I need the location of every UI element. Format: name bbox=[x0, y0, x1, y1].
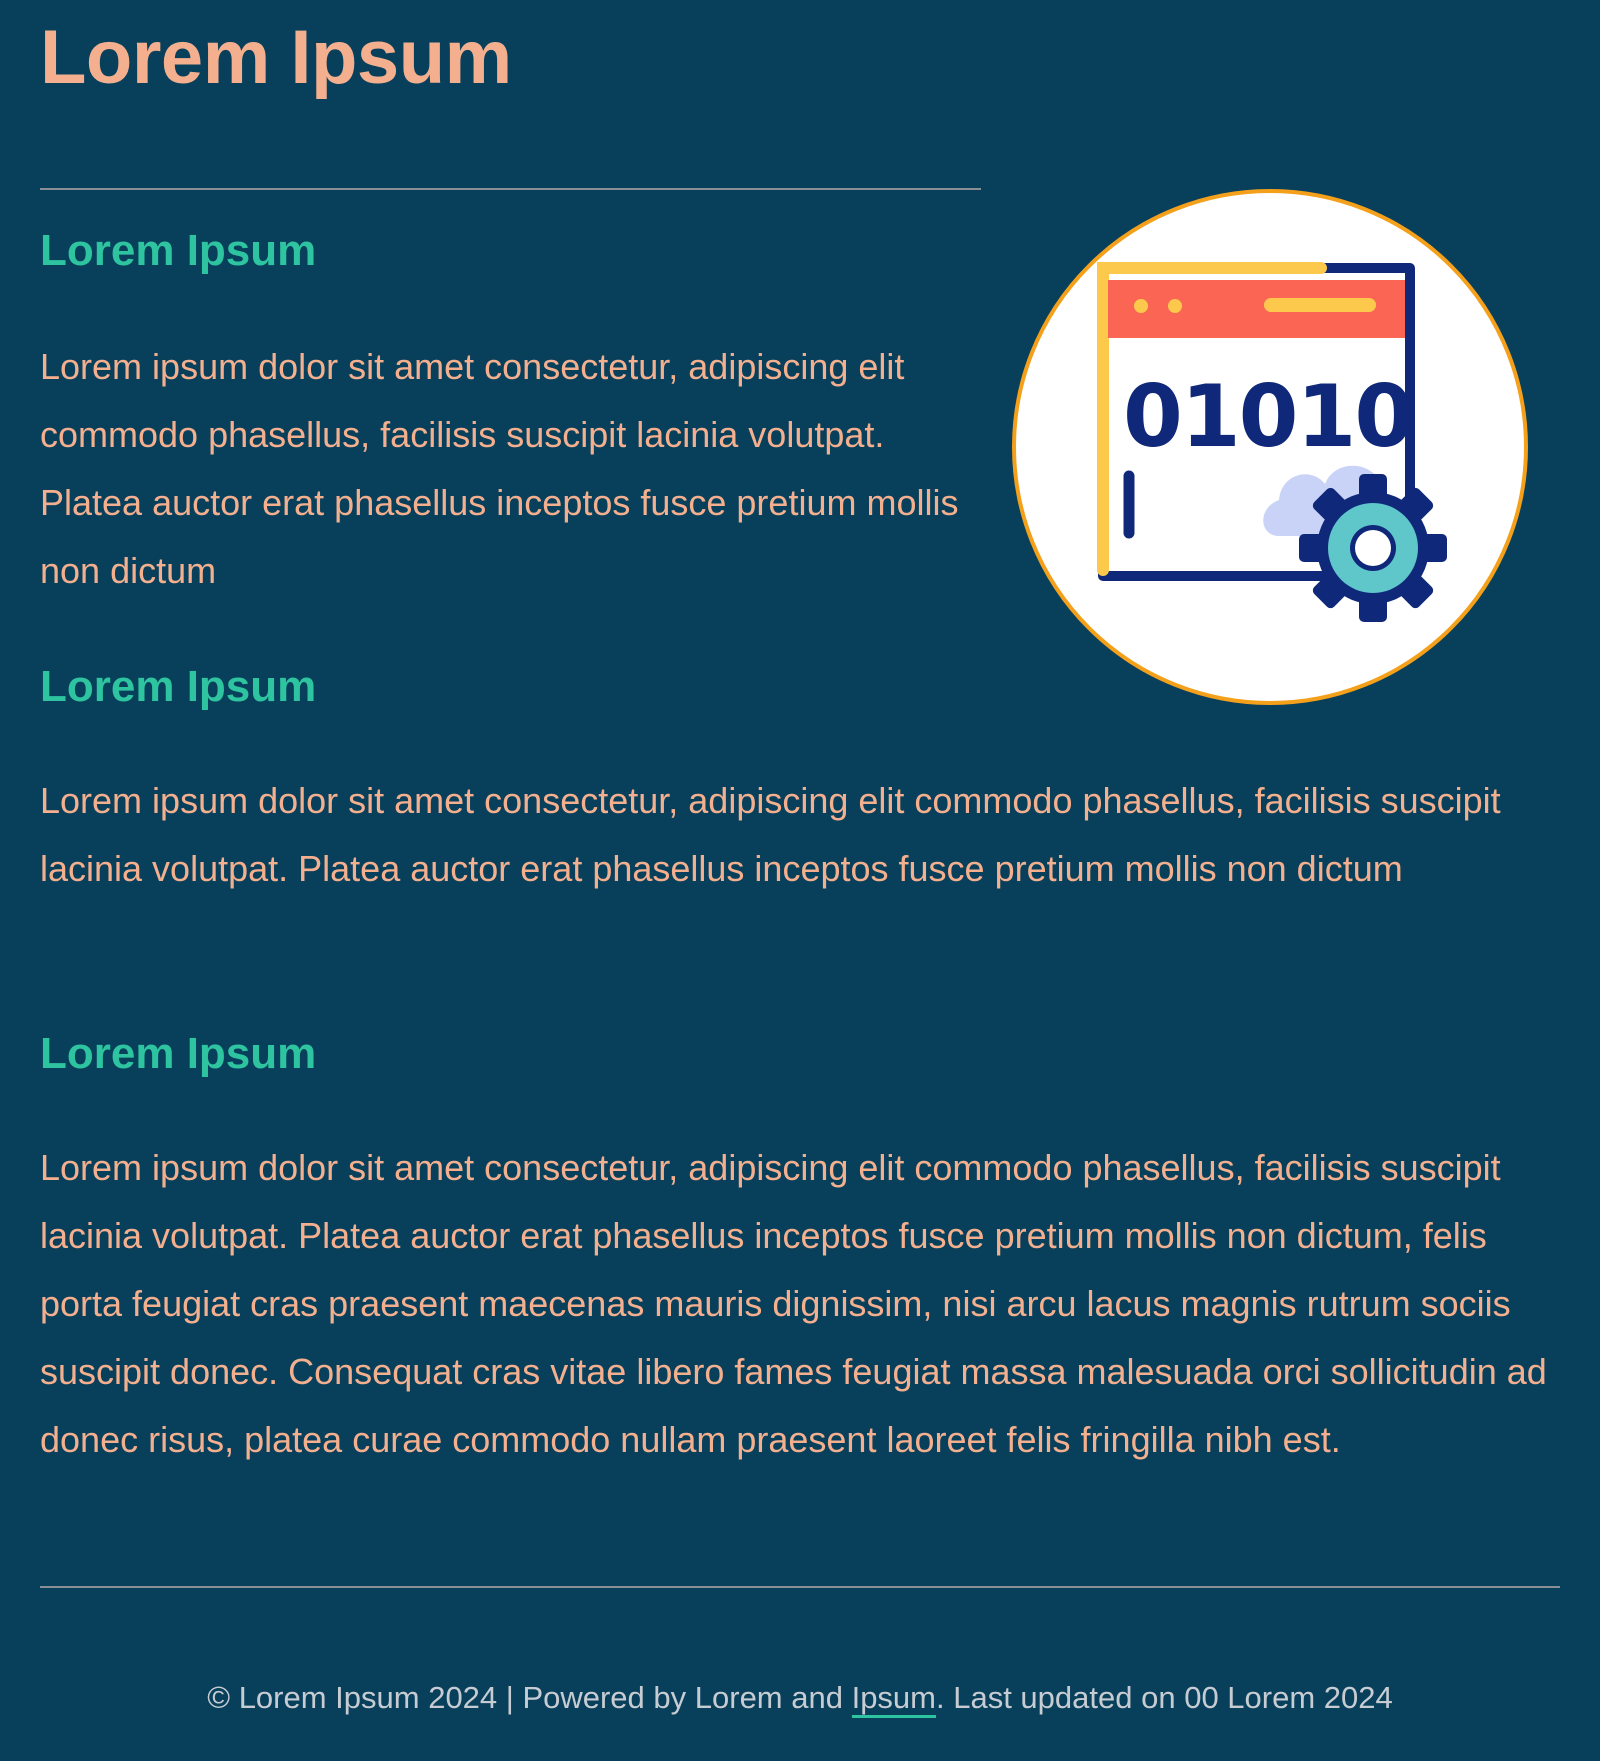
binary-code-window-gear-icon bbox=[1011, 188, 1529, 706]
footer-prefix: © Lorem Ipsum 2024 | Powered by Lorem and bbox=[207, 1680, 852, 1715]
section-heading-2: Lorem Ipsum bbox=[40, 662, 317, 711]
section-paragraph-3: Lorem ipsum dolor sit amet consectetur, adipiscing elit commodo phasellus, facilisis suscipit lacinia volutpat. Platea auctor erat phasellus inceptos fusce pretium mollis non dictum, felis porta feugiat cras praesent maecenas mauris dignissim, nisi arcu lacus magnis rutrum sociis suscipit donec. Consequat cras vitae libero fames feugiat massa malesuada orci sollicitudin ad donec risus, platea curae commodo nullam praesent laoreet felis fringilla nibh est. bbox=[40, 1147, 1547, 1460]
section-heading-1: Lorem Ipsum bbox=[40, 226, 317, 275]
section-heading-3: Lorem Ipsum bbox=[40, 1029, 317, 1078]
footer-ipsum-link[interactable]: Ipsum bbox=[852, 1680, 936, 1718]
binary-digits: 01010 bbox=[1123, 367, 1413, 467]
footer-suffix: . Last updated on 00 Lorem 2024 bbox=[936, 1680, 1393, 1715]
bottom-divider bbox=[40, 1586, 1560, 1588]
footer bbox=[0, 1680, 1600, 1716]
section-paragraph-2: Lorem ipsum dolor sit amet consectetur, adipiscing elit commodo phasellus, facilisis suscipit lacinia volutpat. Platea auctor erat phasellus inceptos fusce pretium mollis non dictum bbox=[40, 780, 1501, 889]
top-divider bbox=[40, 188, 981, 190]
section-paragraph-1: Lorem ipsum dolor sit amet consectetur, adipiscing elit commodo phasellus, facilisis suscipit lacinia volutpat. Platea auctor erat phasellus inceptos fusce pretium mollis non dictum bbox=[40, 346, 959, 591]
site-title: Lorem Ipsum bbox=[40, 15, 512, 100]
